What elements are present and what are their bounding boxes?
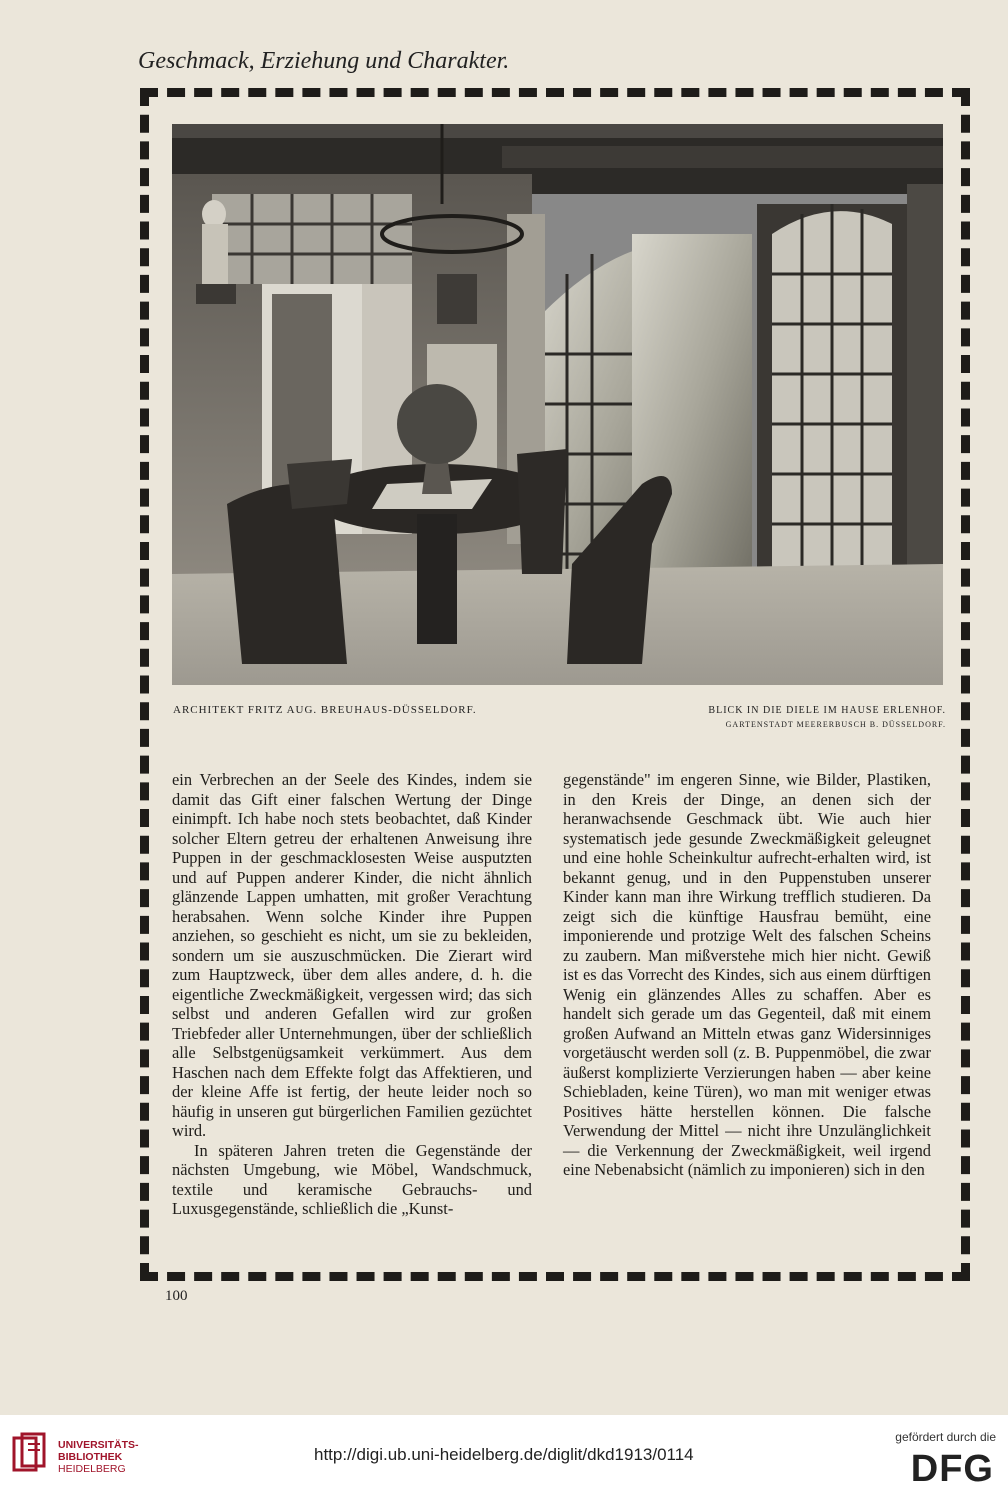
library-name bbox=[58, 1439, 139, 1475]
text-column-right bbox=[563, 770, 931, 1180]
paragraph: In späteren Jahren treten die Gegenstände der nächsten Umgebung, wie Möbel, Wandschmuck, textile und keramische Gebrauchs- und Luxusgegenstände, schließlich die „Kunst- bbox=[172, 1140, 532, 1218]
caption-line-2: GARTENSTADT MEERERBUSCH B. DÜSSELDORF. bbox=[725, 720, 946, 729]
running-title: Geschmack, Erziehung und Charakter. bbox=[138, 48, 510, 74]
dfg-logo: DFG bbox=[910, 1448, 994, 1490]
library-name-line-2: BIBLIOTHEK bbox=[58, 1451, 123, 1463]
room-illustration bbox=[172, 124, 943, 685]
permalink[interactable]: http://digi.ub.uni-heidelberg.de/diglit/dkd1913/0114 bbox=[314, 1445, 694, 1464]
digitization-footer bbox=[0, 1415, 1008, 1496]
library-name-line-1: UNIVERSITÄTS- bbox=[58, 1439, 139, 1451]
photo-credit: ARCHITEKT FRITZ AUG. BREUHAUS-DÜSSELDORF. bbox=[173, 704, 477, 716]
funding-note: gefördert durch die bbox=[895, 1430, 996, 1444]
page-number: 100 bbox=[165, 1288, 188, 1304]
photo-caption bbox=[708, 704, 946, 732]
paragraph: gegenstände" im engeren Sinne, wie Bilder, Plastiken, in den Kreis der Dinge, an denen sich der heranwachsende Geschmack übt. Wie auch hier systematisch jede gesunde Zweckmäßigkeit geleugnet und eine hohle Scheinkultur aufrecht-erhalten wird, ist bekannt genug, und in den Puppenstuben unserer Kinder kann man ihre Wirkung trefflich studieren. Da zeigt sich die künftige Hausfrau bemüht, eine imponierende und protzige Welt des falschen Scheins zu zaubern. Man mißverstehe mich hier nicht. Gewiß ist es das Vorrecht des Kindes, sich aus einem dürftigen Wenig ein glänzendes Alles zu schaffen. Aber es handelt sich gerade um das Gegenteil, daß mit einem großen Aufwand an Mitteln etwas ganz Widersinniges vorgetäuscht werden soll (z. B. Puppenmöbel, die zwar äußerst komplizierte Verzierungen haben — aber keine Schiebladen, keine Türen), wo man mit weniger etwas Positives hätte herstellen können. Die falsche Verwendung der Mittel — nicht ihre Unzulänglichkeit — die Verkennung der Zweckmäßigkeit, weil irgend eine Nebenabsicht (nämlich zu imponieren) sich in den bbox=[563, 770, 931, 1179]
library-name-line-3: HEIDELBERG bbox=[58, 1463, 126, 1475]
text-column-left bbox=[172, 770, 532, 1219]
interior-photograph bbox=[172, 124, 943, 685]
caption-line-1: BLICK IN DIE DIELE IM HAUSE ERLENHOF. bbox=[708, 705, 946, 716]
university-library-logo-icon bbox=[12, 1432, 50, 1476]
paragraph: ein Verbrechen an der Seele des Kindes, indem sie damit das Gift einer falschen Wertung der Dinge einimpft. Ich habe noch stets beobachtet, daß Kinder solcher Eltern getreu der erhaltenen Anweisung ihre Puppen in der geschmacklosesten Weise ausputzten und auf Puppen anderer Kinder, die nicht ähnlich glänzende Lappen umhatten, mit großer Verachtung herabsahen. Wenn solche Kinder ihre Puppen anziehen, so geschieht es nicht, um sie zu bekleiden, sondern um sie auszuschmücken. Die Zierart wird zum Hauptzweck, über dem alles andere, d. h. die eigentliche Zweckmäßigkeit, vergessen wird; das sich selbst und anderen Gefallen wird zur großen Triebfeder aller Unternehmungen, über der schließlich alle Selbstgenügsamkeit verkümmert. Aus dem Haschen nach dem Effekte folgt das Affektieren, und der kleine Affe ist fertig, der heute leider noch so häufig in unseren gut bürgerlichen Familien gezüchtet wird. bbox=[172, 770, 532, 1140]
